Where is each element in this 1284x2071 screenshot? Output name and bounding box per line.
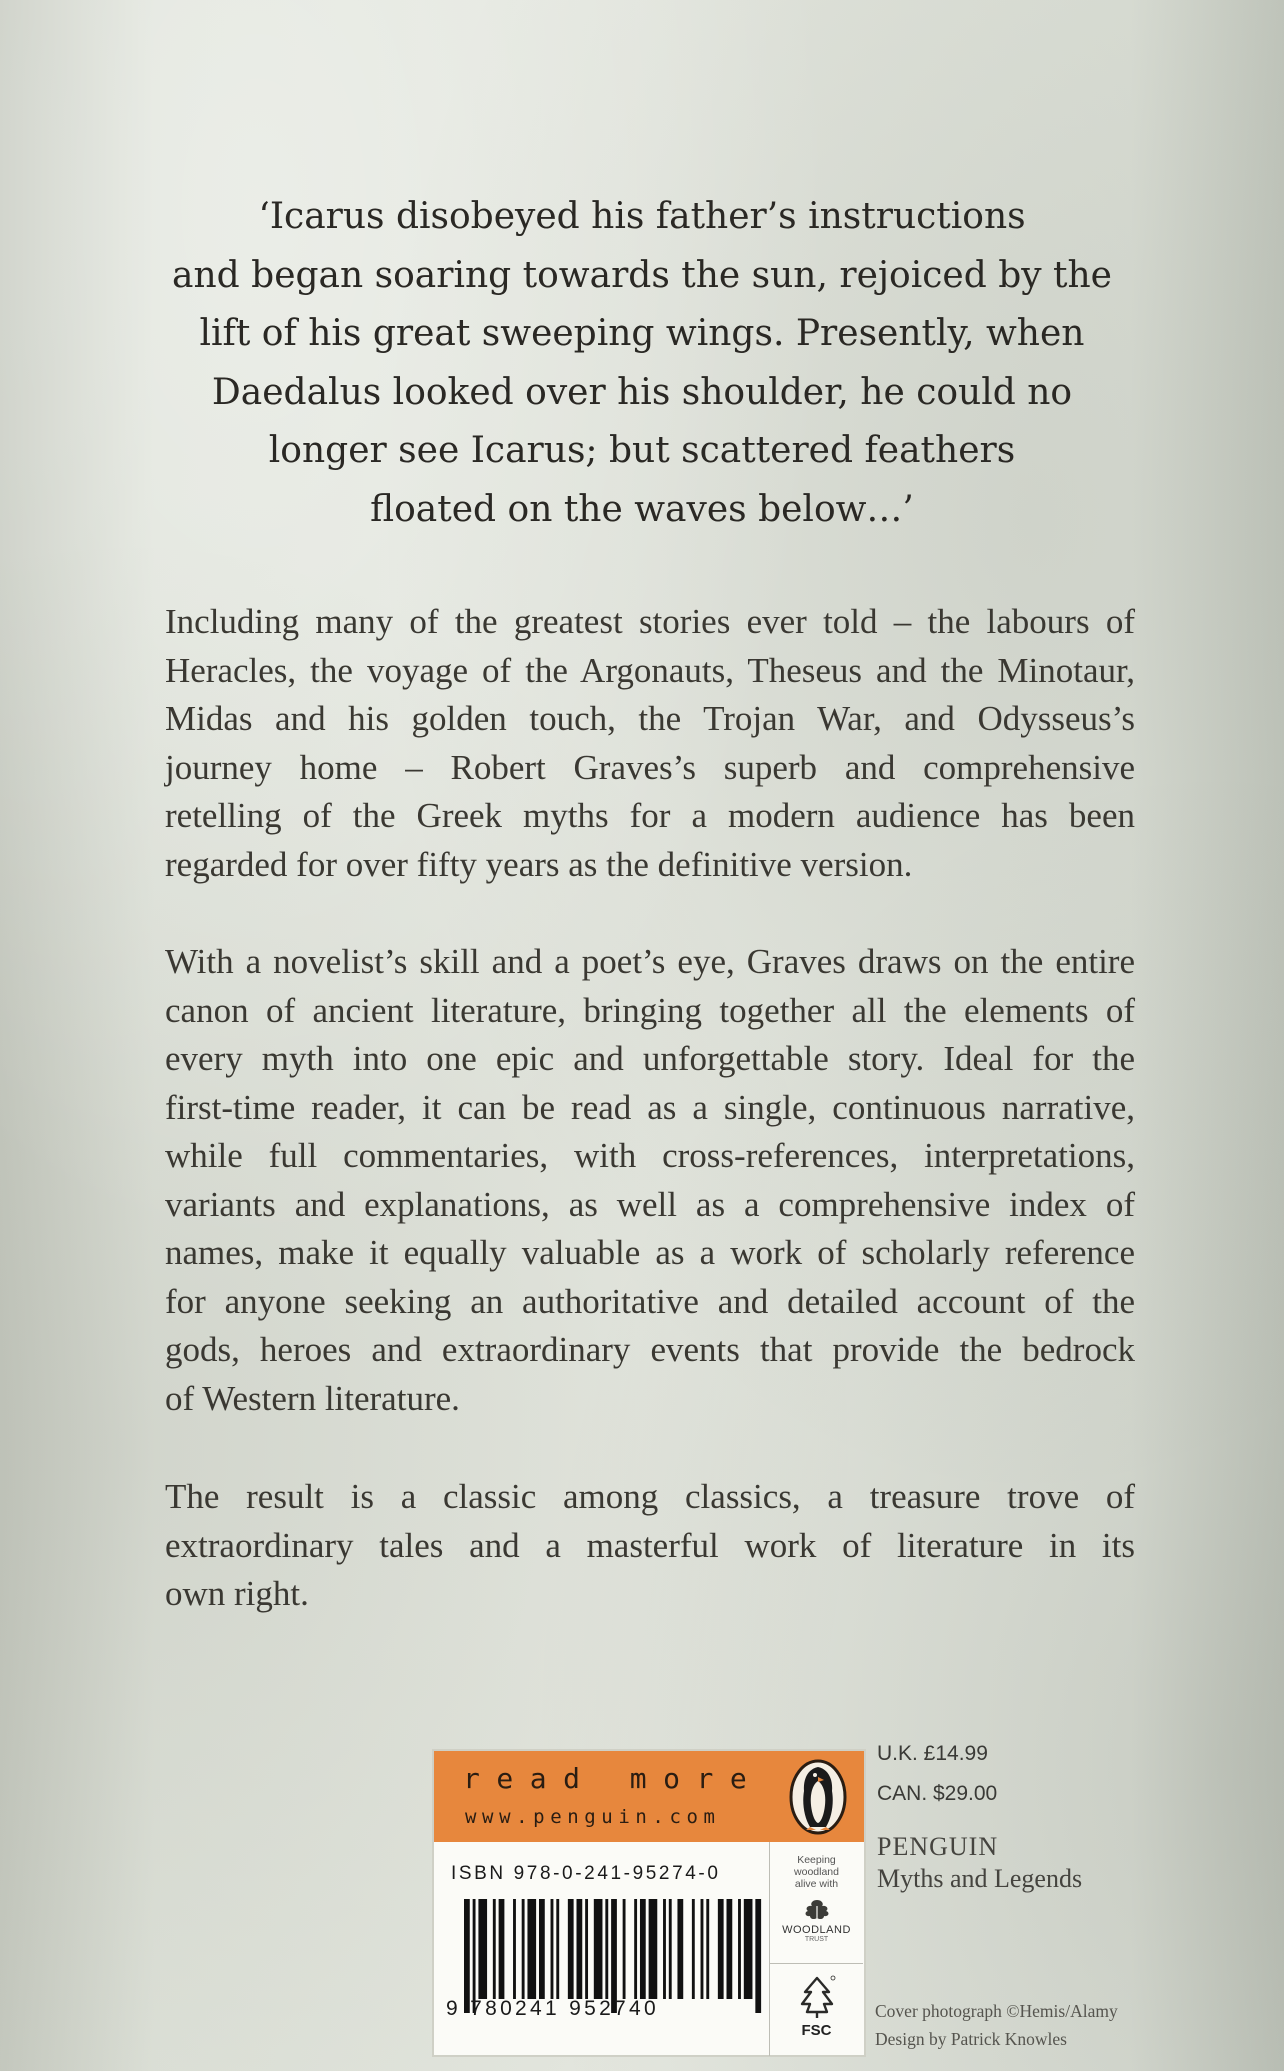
text-line: Including many of the greatest stories ever told – the labours of: [165, 602, 1135, 641]
barcode-bar: [738, 1899, 741, 1999]
text-line: Midas and his golden touch, the Trojan War, and Odysseus’s: [165, 699, 1135, 738]
fsc-label: FSC: [801, 2022, 832, 2039]
quote-line: ‘Icarus disobeyed his father’s instructions: [258, 196, 1026, 237]
barcode-bar: [611, 1899, 617, 2013]
barcode-bar: [706, 1899, 709, 1999]
description-paragraph-1: [165, 598, 1135, 889]
barcode-bar: [634, 1899, 637, 1999]
pull-quote: [160, 188, 1124, 539]
barcode-bar: [464, 1899, 470, 2013]
read-more-banner: [434, 1751, 864, 1842]
barcode-bar: [527, 1899, 536, 1999]
penguin-logo-icon: [788, 1759, 848, 1835]
quote-line: lift of his great sweeping wings. Presently, when: [199, 313, 1085, 354]
isbn-number: ISBN 978-0-241-95274-0: [451, 1863, 721, 1884]
text-line: regarded for over fifty years as the definitive version.: [165, 844, 913, 884]
barcode-bar: [473, 1899, 476, 2013]
barcode-bar: [493, 1899, 496, 1999]
barcode-bar: [568, 1899, 574, 1999]
barcode-bar: [640, 1899, 646, 1999]
read-more-label: read more: [463, 1762, 764, 1795]
text-line: Heracles, the voyage of the Argonauts, Theseus and the Minotaur,: [165, 650, 1135, 690]
text-line: The result is a classic among classics, a treasure trove of: [165, 1477, 1135, 1516]
cover-credits: [875, 1997, 1118, 2053]
text-line: while full commentaries, with cross-references, interpretations,: [165, 1136, 1135, 1175]
text-line: With a novelist’s skill and a poet’s eye, Graves draws on the entire: [165, 942, 1135, 981]
woodland-tagline-line: Keeping: [797, 1854, 836, 1866]
woodland-trust-label: TRUST: [804, 1936, 829, 1943]
website-url: www.penguin.com: [465, 1806, 721, 1828]
text-line: canon of ancient literature, bringing together all the elements of: [165, 990, 1135, 1030]
text-line: gods, heroes and extraordinary events that provide the bedrock: [165, 1330, 1135, 1369]
barcode-bar: [663, 1899, 666, 1999]
barcode-bar: [539, 1899, 545, 1999]
barcode-bar: [701, 1899, 704, 1999]
barcode-bar: [585, 1899, 588, 1999]
description-paragraph-2: [165, 938, 1135, 1423]
design-credit: Design by Patrick Knowles: [875, 2029, 1067, 2049]
barcode-bar: [556, 1899, 559, 1999]
woodland-name: WOODLAND: [782, 1924, 851, 1936]
barcode-icon: [464, 1899, 764, 2013]
description-paragraph-3: [165, 1473, 1135, 1619]
barcode-bar: [677, 1899, 683, 1999]
barcode-bar: [513, 1899, 516, 1999]
text-line: retelling of the Greek myths for a modern audience has been: [165, 796, 1135, 835]
barcode-bar: [649, 1899, 658, 1999]
barcode-bar: [551, 1899, 554, 1999]
barcode-bar: [594, 1899, 603, 1999]
text-line: every myth into one epic and unforgettable story. Ideal for the: [165, 1039, 1135, 1078]
fsc-badge: [769, 1963, 863, 2056]
barcode-bar: [669, 1899, 672, 1999]
fsc-tree-icon: [795, 1974, 839, 2020]
woodland-tagline-line: woodland: [794, 1866, 839, 1878]
series-name: Myths and Legends: [877, 1864, 1083, 1893]
quote-line: floated on the waves below…’: [370, 488, 914, 530]
woodland-tagline-line: alive with: [794, 1878, 839, 1890]
barcode-bar: [755, 1899, 761, 2013]
barcode-panel: [432, 1749, 866, 2057]
barcode-bar: [744, 1899, 753, 1999]
oak-leaf-icon: [800, 1898, 834, 1922]
text-line: own right.: [165, 1574, 309, 1613]
barcode-bar: [499, 1899, 505, 1999]
barcode-bar: [623, 1899, 626, 1999]
quote-line: Daedalus looked over his shoulder, he could no: [211, 371, 1073, 413]
imprint-block: [877, 1830, 1082, 1894]
barcode-bar: [522, 1899, 525, 1999]
barcode-bar: [478, 1899, 487, 1999]
price-uk: U.K. £14.99: [877, 1742, 988, 1765]
text-line: names, make it equally valuable as a work of scholarly reference: [165, 1233, 1135, 1272]
text-line: variants and explanations, as well as a comprehensive index of: [165, 1184, 1135, 1224]
quote-line: longer see Icarus; but scattered feathers: [268, 430, 1016, 471]
photo-credit: Cover photograph ©Hemis/Alamy: [875, 2001, 1118, 2021]
publisher-name: PENGUIN: [877, 1832, 999, 1861]
quote-line: and began soaring towards the sun, rejoiced by the: [172, 254, 1112, 296]
barcode-bar: [718, 1899, 724, 1999]
barcode-bar: [605, 1899, 608, 1999]
text-line: extraordinary tales and a masterful work of literature in its: [165, 1525, 1135, 1565]
text-line: for anyone seeking an authoritative and detailed account of the: [165, 1281, 1135, 1321]
price-can: CAN. $29.00: [877, 1782, 998, 1805]
woodland-trust-badge: [769, 1842, 863, 1963]
barcode-bar: [577, 1899, 583, 1999]
barcode-bar: [692, 1899, 695, 1999]
barcode-bar: [727, 1899, 733, 1999]
barcode-digits: 9 780241 952740: [446, 1997, 659, 2020]
text-line: of Western literature.: [165, 1378, 460, 1418]
text-line: journey home – Robert Graves’s superb and comprehensive: [165, 747, 1135, 787]
woodland-tagline: [770, 1854, 863, 1890]
text-line: first-time reader, it can be read as a single, continuous narrative,: [165, 1087, 1135, 1127]
